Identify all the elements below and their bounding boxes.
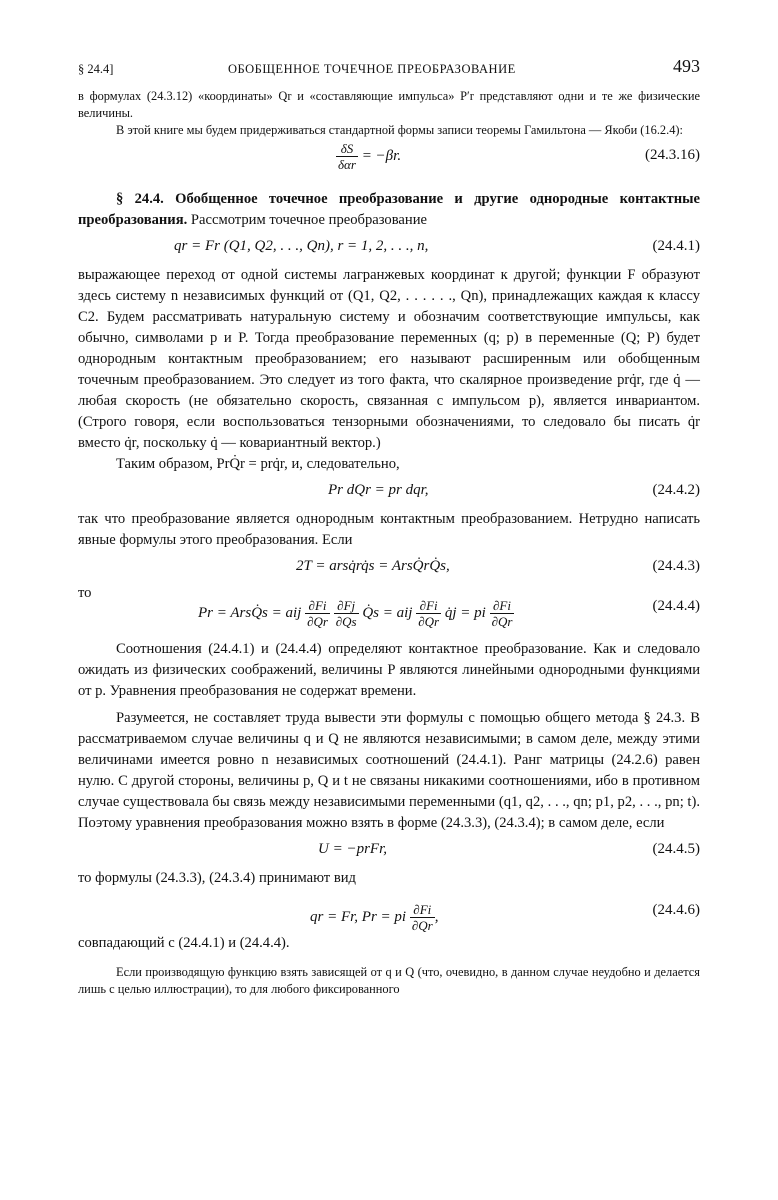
paragraph-formulas: то формулы (24.3.3), (24.3.4) принимают вид: [78, 870, 356, 886]
section-paragraph: § 24.4. Обобщенное точечное преобразование и другие однородные контактные преобразования. Рассмотрим точечное преобразование: [78, 191, 700, 228]
equation-label: (24.4.5): [652, 841, 700, 857]
paragraph-general-method: Разумеется, не составляет труда вывести эти формулы с помощью общего метода § 24.3. В рассматриваемом случае величины q и Q не являются независимыми; в самом деле, между этими величинами имеется ровно n независимых соотношений (24.4.1). Ранг матрицы (24.2.6) равен нулю. С другой стороны, величины p, Q и t не связаны никакими соотношениями, ибо в противном случае существовала бы связь между независимыми переменными (q1, q2, . . ., qn; p1, p2, . . ., pn; t). Поэтому уравнения преобразования можно взять в форме (24.3.3), (24.3.4); в самом деле, если: [78, 710, 700, 831]
paragraph-relations: Соотношения (24.4.1) и (24.4.4) определяют контактное преобразование. Как и следовало ожидать из физических соображений, величины P являются линейными однородными функциями от p. Уравнения преобразования не содержат времени.: [78, 641, 700, 699]
section-heading: § 24.4. Обобщенное точечное преобразование и другие однородные контактные преобразования.: [78, 191, 700, 228]
paragraph-point-transformation: выражающее переход от одной системы лагранжевых координат к другой; функции F образуют здесь систему n независимых функций от (Q1, Q2, . . . . . ., Qn), принадлежащих каждая к классу C2. Будем рассматривать натуральную систему и обозначим соответствующие импульсы, как обычно, символами p и P. Тогда преобразование переменных (q; p) в переменные (Q; P) будет однородным контактным преобразованием; его называют расширенным или обобщенным точечным преобразованием. Это следует из того факта, что скалярное произведение prq̇r, где q̇ — любая скорость (не обязательно скорость, связанная с импульсом p), является инвариантом. (Строго говоря, если воспользоваться тензорными обозначениями, то следовало бы писать q̇r вместо q̇r, поскольку q̇ — ковариантный вектор.): [78, 267, 700, 451]
equation-label: (24.4.1): [652, 238, 700, 254]
equation-label: (24.4.4): [652, 598, 700, 614]
page-number: 493: [673, 56, 700, 76]
equation-label: (24.3.16): [645, 147, 700, 163]
equation-label: (24.4.6): [652, 902, 700, 918]
equation-24-3-16: $\frac{\delta S}{\text{δαr}}$ = −βr. (24.3.16): [338, 141, 700, 172]
paragraph-contact: так что преобразование является однородным контактным преобразованием. Нетрудно написать явные формулы этого преобразования. Если: [78, 511, 700, 548]
paragraph-continuation: в формулах (24.3.12) «координаты» Qr и «составляющие импульса» P′r представляют одни и те же физические величины.: [78, 89, 700, 120]
equation-24-4-3: 2T = arsq̇rq̇s = ArsQ̇rQ̇s, (24.4.3): [296, 558, 700, 574]
equation-24-4-1: qr = Fr (Q1, Q2, . . ., Qn), r = 1, 2, . . ., n, (24.4.1): [174, 238, 700, 254]
equation-label: (24.4.2): [652, 482, 700, 498]
equation-24-4-4: то Pr = ArsQ̇s = aij $\frac{\partial Fi}{\partial Qr}$ $\frac{\partial Fj}{\partial Qs}$ Q̇s = aij $\frac{\partial Fi}{\partial Qr}$ q̇j = pi $\frac{\partial Fi}{\partial Qr}$ (24.4.4): [78, 585, 700, 629]
equation-24-4-2: Pr dQr = pr dqr, (24.4.2): [328, 482, 700, 498]
paragraph-thus: Таким образом, PrQ̇r = prq̇r, и, следовательно,: [116, 456, 400, 472]
header-section-ref: § 24.4]: [78, 62, 114, 76]
equation-24-4-6: qr = Fr, Pr = pi $\frac{\partial Fi}{\partial Qr}$ , (24.4.6): [310, 902, 700, 933]
book-page: [78, 56, 700, 998]
running-header: [78, 56, 700, 82]
paragraph-hamilton-jacobi: В этой книге мы будем придерживаться стандартной формы записи теоремы Гамильтона — Якоби (16.2.4):: [116, 123, 683, 137]
footnote-paragraph: Если производящую функцию взять зависящей от q и Q (что, очевидно, в данном случае неудобно и делается лишь с целью иллюстрации), то для любого фиксированного: [78, 965, 700, 996]
equation-24-4-5: U = −prFr, (24.4.5): [318, 841, 700, 857]
header-title: ОБОБЩЕННОЕ ТОЧЕЧНОЕ ПРЕОБРАЗОВАНИЕ: [228, 62, 516, 76]
paragraph-coinciding: совпадающий с (24.4.1) и (24.4.4).: [78, 935, 290, 951]
word-to: то: [78, 585, 92, 601]
equation-label: (24.4.3): [652, 558, 700, 574]
